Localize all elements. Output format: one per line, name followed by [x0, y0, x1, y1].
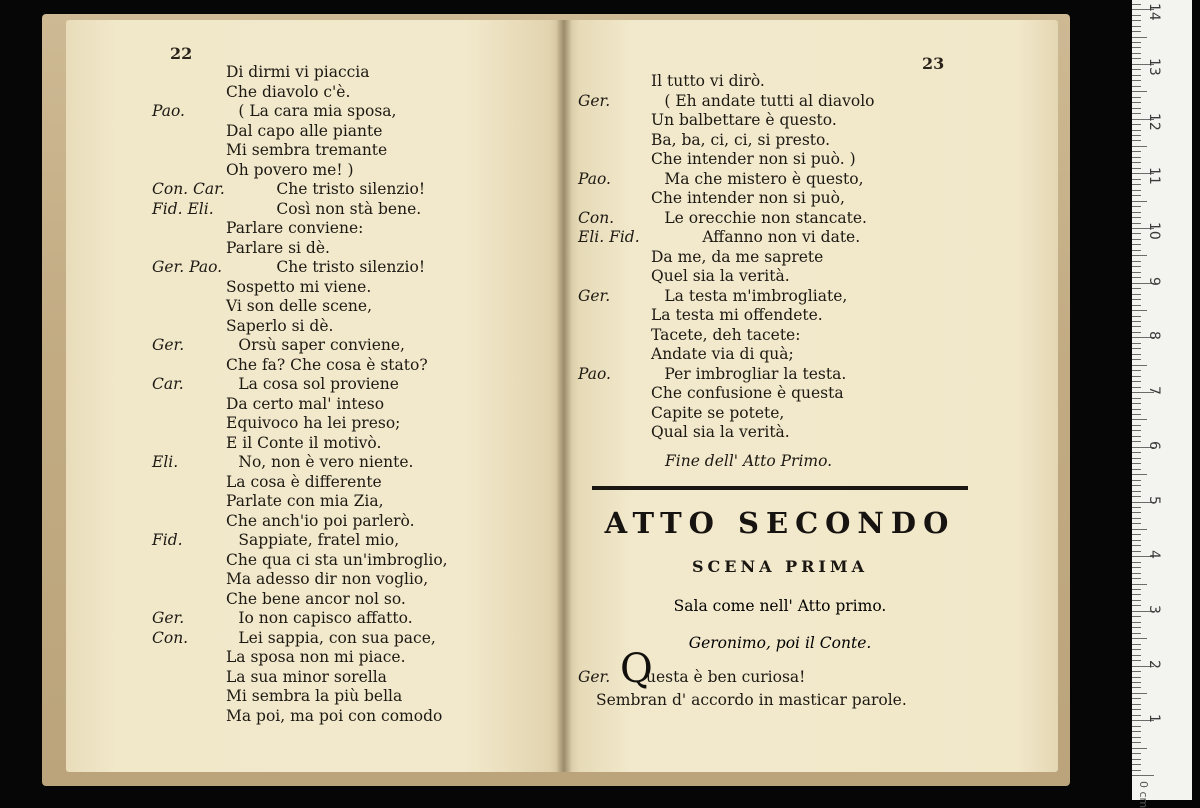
verse-line: Che tristo silenzio!	[276, 180, 426, 198]
ruler-tick	[1132, 578, 1141, 579]
ruler-tick	[1132, 759, 1141, 760]
ruler-tick	[1132, 529, 1147, 530]
ruler-tick	[1132, 239, 1141, 240]
ruler-number: 13	[1146, 57, 1162, 76]
ruler-tick	[1132, 584, 1147, 585]
verse-line: Equivoco ha lei preso;	[226, 414, 401, 432]
drop-cap-letter: Q	[620, 646, 653, 692]
ruler-tick	[1132, 687, 1141, 688]
verse-line: Che anch'io poi parlerò.	[226, 511, 415, 530]
ruler-number: 4	[1146, 550, 1162, 560]
speaker-label: Fid. Eli.	[152, 199, 214, 218]
verse-line: Le orecchie non stancate.	[664, 208, 867, 227]
ruler-tick	[1132, 348, 1141, 349]
speaker-label: Ger.	[152, 336, 185, 354]
verse-line: La cosa è differente	[226, 472, 382, 491]
ruler-tick	[1132, 677, 1141, 678]
ruler-tick	[1132, 151, 1141, 152]
ruler-tick	[1132, 463, 1141, 464]
ruler-tick	[1132, 53, 1141, 54]
ruler-tick	[1132, 545, 1141, 546]
ruler-tick	[1132, 523, 1141, 524]
ruler-tick	[1132, 179, 1141, 180]
ruler-tick	[1132, 414, 1141, 415]
verse-line: Orsù saper conviene,	[238, 336, 405, 354]
verse-line: E il Conte il motivò.	[226, 433, 382, 452]
verse-line: Ma che mistero è questo,	[664, 169, 864, 188]
ruler-number: 8	[1146, 331, 1162, 341]
speaker-label: Con.	[578, 208, 615, 227]
ruler-tick	[1132, 261, 1141, 262]
speaker-label: Car.	[152, 375, 184, 393]
ruler-tick	[1132, 244, 1141, 245]
ruler-tick	[1132, 474, 1147, 475]
verse-line: Sembran d' accordo in masticar parole.	[596, 691, 907, 709]
ruler-tick	[1132, 594, 1141, 595]
ruler-tick	[1132, 770, 1141, 771]
ruler-tick	[1132, 425, 1141, 426]
ruler-tick	[1132, 305, 1141, 306]
speaker-label: Con.	[152, 628, 189, 647]
verse-line: Quel sia la verità.	[651, 267, 790, 285]
ruler-tick	[1132, 409, 1141, 410]
ruler-tick	[1132, 272, 1141, 273]
ruler-tick	[1132, 551, 1141, 552]
ruler-tick	[1132, 162, 1141, 163]
ruler-tick	[1132, 168, 1141, 169]
ruler-number: 2	[1146, 659, 1162, 669]
section-divider-rule	[592, 486, 968, 490]
speaker-label: Eli.	[152, 453, 179, 471]
ruler-tick	[1132, 540, 1141, 541]
verse-line: Da me, da me saprete	[651, 247, 824, 266]
stage-direction: Sala come nell' Atto primo.	[673, 597, 887, 615]
ruler-tick	[1132, 469, 1141, 470]
ruler-tick	[1132, 354, 1141, 355]
ruler-tick	[1132, 91, 1147, 92]
right-page-number: 23	[922, 54, 945, 73]
ruler-tick	[1132, 715, 1141, 716]
ruler-tick	[1132, 573, 1141, 574]
ruler-tick	[1132, 485, 1141, 486]
verse-line: Che fa? Che cosa è stato?	[226, 355, 428, 374]
verse-line: Un balbettare è questo.	[651, 111, 837, 129]
ruler-tick	[1132, 146, 1147, 147]
ruler-tick	[1132, 622, 1141, 623]
ruler-tick	[1132, 660, 1141, 661]
ruler-tick	[1132, 742, 1141, 743]
verse-line: Parlare conviene:	[226, 219, 364, 237]
verse-line: Ma adesso dir non voglio,	[226, 570, 429, 588]
ruler-tick	[1132, 775, 1154, 776]
ruler-tick	[1132, 627, 1141, 628]
verse-line: Che intender non si può. )	[651, 150, 856, 168]
ruler-tick	[1132, 518, 1141, 519]
ruler-tick	[1132, 223, 1141, 224]
verse-line: ( Eh andate tutti al diavolo	[664, 91, 875, 110]
book-gutter	[556, 20, 572, 772]
ruler-tick	[1132, 233, 1141, 234]
ruler-number: 14	[1146, 3, 1162, 22]
speaker-label: Fid.	[152, 531, 183, 549]
ruler-tick	[1132, 376, 1141, 377]
ruler-tick	[1132, 430, 1141, 431]
verse-line: Vi son delle scene,	[226, 297, 373, 315]
ruler-tick	[1132, 69, 1141, 70]
measuring-ruler	[1132, 0, 1192, 808]
ruler-tick	[1132, 419, 1147, 420]
ruler-tick	[1132, 534, 1141, 535]
verse-line: No, non è vero niente.	[238, 453, 414, 471]
ruler-tick	[1132, 644, 1141, 645]
act-title: ATTO SECONDO	[604, 506, 956, 540]
ruler-tick	[1132, 605, 1141, 606]
ruler-tick	[1132, 80, 1141, 81]
ruler-tick	[1132, 140, 1141, 141]
ruler-tick	[1132, 299, 1141, 300]
verse-line: Capite se potete,	[651, 403, 785, 422]
ruler-tick	[1132, 184, 1141, 185]
verse-line: uesta è ben curiosa!	[646, 668, 806, 686]
ruler-tick	[1132, 332, 1141, 333]
ruler-number: 6	[1146, 440, 1162, 450]
ruler-tick	[1132, 403, 1141, 404]
ruler-tick	[1132, 130, 1141, 131]
verse-line: Ba, ba, ci, ci, si presto.	[651, 130, 830, 149]
ruler-tick	[1132, 458, 1141, 459]
ruler-tick	[1132, 343, 1141, 344]
ruler-tick	[1132, 698, 1141, 699]
ruler-tick	[1132, 764, 1141, 765]
verse-line: Che diavolo c'è.	[226, 82, 351, 101]
verse-line: Che confusione è questa	[651, 384, 844, 402]
ruler-number: 11	[1146, 167, 1162, 186]
ruler-tick	[1132, 58, 1141, 59]
ruler-tick	[1132, 75, 1141, 76]
ruler-tick	[1132, 398, 1141, 399]
verse-line: La testa m'imbrogliate,	[664, 286, 848, 305]
ruler-tick	[1132, 190, 1141, 191]
ruler-tick	[1132, 201, 1147, 202]
ruler-tick	[1132, 266, 1141, 267]
ruler-tick	[1132, 731, 1141, 732]
verse-line: Andate via di quà;	[651, 345, 794, 363]
verse-line: Oh povero me! )	[226, 160, 354, 179]
ruler-tick	[1132, 387, 1141, 388]
ruler-tick	[1132, 507, 1141, 508]
speaker-label: Pao.	[578, 169, 611, 188]
left-page-number: 22	[170, 44, 193, 63]
verse-line: Ma poi, ma poi con comodo	[226, 706, 443, 725]
ruler-tick	[1132, 704, 1141, 705]
ruler-number: 3	[1146, 604, 1162, 614]
ruler-tick	[1132, 359, 1141, 360]
verse-line: Saperlo si dè.	[226, 316, 334, 335]
verse-line: La testa mi offendete.	[651, 306, 823, 324]
ruler-tick	[1132, 326, 1141, 327]
ruler-number: 5	[1146, 495, 1162, 505]
verse-line: Io non capisco affatto.	[238, 609, 413, 627]
verse-line: Che intender non si può,	[651, 189, 845, 207]
ruler-tick	[1132, 20, 1141, 21]
ruler-tick	[1132, 480, 1141, 481]
ruler-tick	[1132, 135, 1141, 136]
ruler-tick	[1132, 671, 1141, 672]
verse-line: Il tutto vi dirò.	[651, 72, 765, 90]
ruler-tick	[1132, 113, 1141, 114]
ruler-tick	[1132, 217, 1141, 218]
verse-line: ( La cara mia sposa,	[238, 102, 397, 120]
speaker-label: Ger.	[578, 91, 611, 110]
ruler-tick	[1132, 15, 1141, 16]
verse-line: Lei sappia, con sua pace,	[238, 628, 436, 647]
verse-line: Sappiate, fratel mio,	[238, 531, 400, 549]
end-of-act-note: Fine dell' Atto Primo.	[665, 452, 833, 470]
ruler-tick	[1132, 436, 1141, 437]
ruler-tick	[1132, 633, 1141, 634]
ruler-tick	[1132, 195, 1141, 196]
ruler-tick	[1132, 255, 1147, 256]
ruler-tick	[1132, 709, 1141, 710]
ruler-tick	[1132, 452, 1141, 453]
verse-line: Affanno non vi date.	[702, 228, 861, 246]
ruler-tick	[1132, 370, 1141, 371]
ruler-tick	[1132, 250, 1141, 251]
verse-line: La sposa non mi piace.	[226, 648, 406, 666]
speaker-label: Con. Car.	[152, 180, 225, 198]
speaker-label: Ger.	[578, 286, 611, 305]
speaker-label: Ger.	[152, 609, 185, 627]
speaker-label: Pao.	[578, 364, 611, 383]
ruler-number: 7	[1146, 386, 1162, 396]
ruler-tick	[1132, 310, 1147, 311]
ruler-tick	[1132, 124, 1141, 125]
verse-line: Parlare si dè.	[226, 238, 330, 257]
verse-line: La cosa sol proviene	[238, 375, 399, 393]
ruler-tick	[1132, 491, 1141, 492]
ruler-tick	[1132, 655, 1141, 656]
ruler-tick	[1132, 737, 1141, 738]
verse-line: Sospetto mi viene.	[226, 277, 372, 296]
ruler-tick	[1132, 97, 1141, 98]
ruler-tick	[1132, 277, 1141, 278]
verse-line: Che bene ancor nol so.	[226, 589, 406, 608]
ruler-tick	[1132, 316, 1141, 317]
ruler-tick	[1132, 638, 1147, 639]
ruler-tick	[1132, 649, 1141, 650]
ruler-number: 12	[1146, 112, 1162, 131]
ruler-tick	[1132, 86, 1141, 87]
ruler-tick	[1132, 288, 1141, 289]
ruler-tick	[1132, 748, 1147, 749]
ruler-tick	[1132, 726, 1141, 727]
verse-line: Di dirmi vi piaccia	[226, 63, 370, 81]
ruler-tick	[1132, 496, 1141, 497]
verse-line: Che qua ci sta un'imbroglio,	[226, 550, 448, 569]
ruler-tick	[1132, 589, 1141, 590]
speaker-label: Eli. Fid.	[578, 228, 640, 246]
ruler-tick	[1132, 567, 1141, 568]
verse-line: Per imbrogliar la testa.	[664, 364, 847, 383]
verse-line: Parlate con mia Zia,	[226, 492, 384, 510]
verse-line: Che tristo silenzio!	[276, 258, 426, 276]
ruler-tick	[1132, 26, 1141, 27]
ruler-tick	[1132, 108, 1141, 109]
ruler-tick	[1132, 616, 1141, 617]
ruler-number: 9	[1146, 276, 1162, 286]
ruler-tick	[1132, 37, 1147, 38]
verse-line: Tacete, deh tacete:	[651, 325, 801, 344]
ruler-tick	[1132, 693, 1147, 694]
ruler-tick	[1132, 42, 1141, 43]
ruler-tick	[1132, 381, 1141, 382]
ruler-tick	[1132, 47, 1141, 48]
ruler-tick	[1132, 512, 1141, 513]
ruler-tick	[1132, 562, 1141, 563]
verse-line: Così non stà bene.	[276, 199, 422, 218]
ruler-tick	[1132, 321, 1141, 322]
verse-line: Dal capo alle piante	[226, 121, 383, 140]
speaker-label: Ger.	[578, 668, 611, 686]
ruler-tick	[1132, 212, 1141, 213]
ruler-tick	[1132, 157, 1141, 158]
ruler-tick	[1132, 294, 1141, 295]
verse-line: La sua minor sorella	[226, 667, 387, 686]
scene-characters: Geronimo, poi il Conte.	[688, 634, 872, 652]
ruler-tick	[1132, 4, 1141, 5]
speaker-label: Ger. Pao.	[152, 258, 223, 276]
verse-line: Mi sembra la più bella	[226, 687, 403, 705]
verse-line: Mi sembra tremante	[226, 141, 388, 159]
ruler-tick	[1132, 206, 1141, 207]
ruler-number: 1	[1146, 714, 1162, 724]
scene-title: SCENA PRIMA	[691, 557, 869, 576]
ruler-tick	[1132, 682, 1141, 683]
ruler-tick	[1132, 441, 1141, 442]
speaker-label: Pao.	[152, 102, 185, 120]
ruler-number: 10	[1146, 222, 1162, 240]
ruler-tick	[1132, 102, 1141, 103]
ruler-unit-label: 0 cm	[1137, 781, 1150, 808]
ruler-tick	[1132, 600, 1141, 601]
verse-line: Qual sia la verità.	[651, 423, 790, 441]
verse-line: Da certo mal' inteso	[226, 394, 385, 413]
ruler-tick	[1132, 31, 1141, 32]
ruler-tick	[1132, 365, 1147, 366]
ruler-tick	[1132, 753, 1141, 754]
